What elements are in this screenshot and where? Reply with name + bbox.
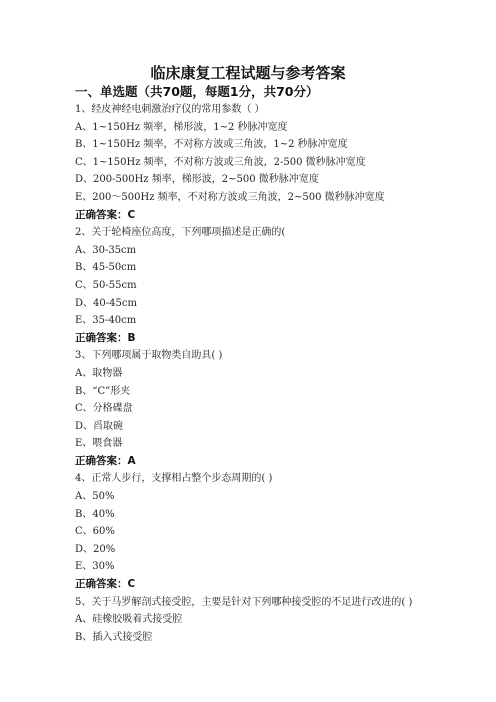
- option-item: E、喂食器: [75, 438, 123, 450]
- option-item: E、35-40cm: [75, 315, 137, 327]
- option-item: C、1~150Hz 频率，不对称方波或三角波，2-500 微秒脉冲宽度: [75, 156, 366, 168]
- section-heading: 一、单选题（共70题，每题1分，共70分）: [75, 84, 319, 99]
- option-item: E、30%: [75, 561, 115, 573]
- correct-answer: 正确答案：C: [75, 208, 136, 221]
- option-item: C、50-55cm: [75, 279, 137, 291]
- question-item: [75, 101, 427, 224]
- option-item: B、40%: [75, 508, 115, 520]
- option-item: D、40-45cm: [75, 297, 137, 309]
- option-item: B、“C”形夹: [75, 385, 131, 397]
- option-item: B、插入式接受腔: [75, 631, 153, 643]
- correct-answer: 正确答案：B: [75, 331, 136, 344]
- option-item: E、200～500Hz 频率，不对称方波或三角波，2~500 微秒脉冲宽度: [75, 191, 385, 203]
- question-stem: 2、关于轮椅座位高度，下列哪项描述是正确的(: [75, 227, 286, 239]
- correct-answer: 正确答案：A: [75, 454, 136, 467]
- question-list: [75, 101, 427, 646]
- question-stem: 5、关于马罗解剖式接受腔，主要是针对下列哪种接受腔的不足进行改进的( ): [75, 596, 413, 608]
- option-item: A、1~150Hz 频率，梯形波，1~2 秒脉冲宽度: [75, 121, 288, 133]
- question-stem: 3、下列哪项属于取物类自助具( ): [75, 350, 223, 362]
- question-stem: 4、正常人步行，支撑相占整个步态周期的( ): [75, 473, 273, 485]
- question-stem: 1、经皮神经电刺激治疗仪的常用参数（ ）: [75, 104, 265, 115]
- option-item: B、1~150Hz 频率，不对称方波或三角波，1~2 秒脉冲宽度: [75, 139, 348, 151]
- option-item: A、30-35cm: [75, 244, 137, 256]
- question-item: [75, 594, 427, 647]
- question-item: [75, 224, 427, 347]
- question-item: [75, 347, 427, 470]
- option-item: A、取物器: [75, 367, 123, 379]
- option-item: C、分格碟盘: [75, 403, 133, 415]
- correct-answer: 正确答案：C: [75, 578, 136, 591]
- option-item: D、200-500Hz 频率，梯形波，2~500 微秒脉冲宽度: [75, 174, 319, 186]
- question-item: [75, 470, 427, 593]
- option-item: A、50%: [75, 491, 115, 503]
- option-item: B、45-50cm: [75, 262, 137, 274]
- option-item: D、20%: [75, 543, 116, 555]
- option-item: A、硅橡胶吸着式接受腔: [75, 614, 183, 626]
- option-item: C、60%: [75, 526, 115, 538]
- option-item: D、舀取碗: [75, 420, 124, 432]
- document-title: 临床康复工程试题与参考答案: [150, 64, 346, 82]
